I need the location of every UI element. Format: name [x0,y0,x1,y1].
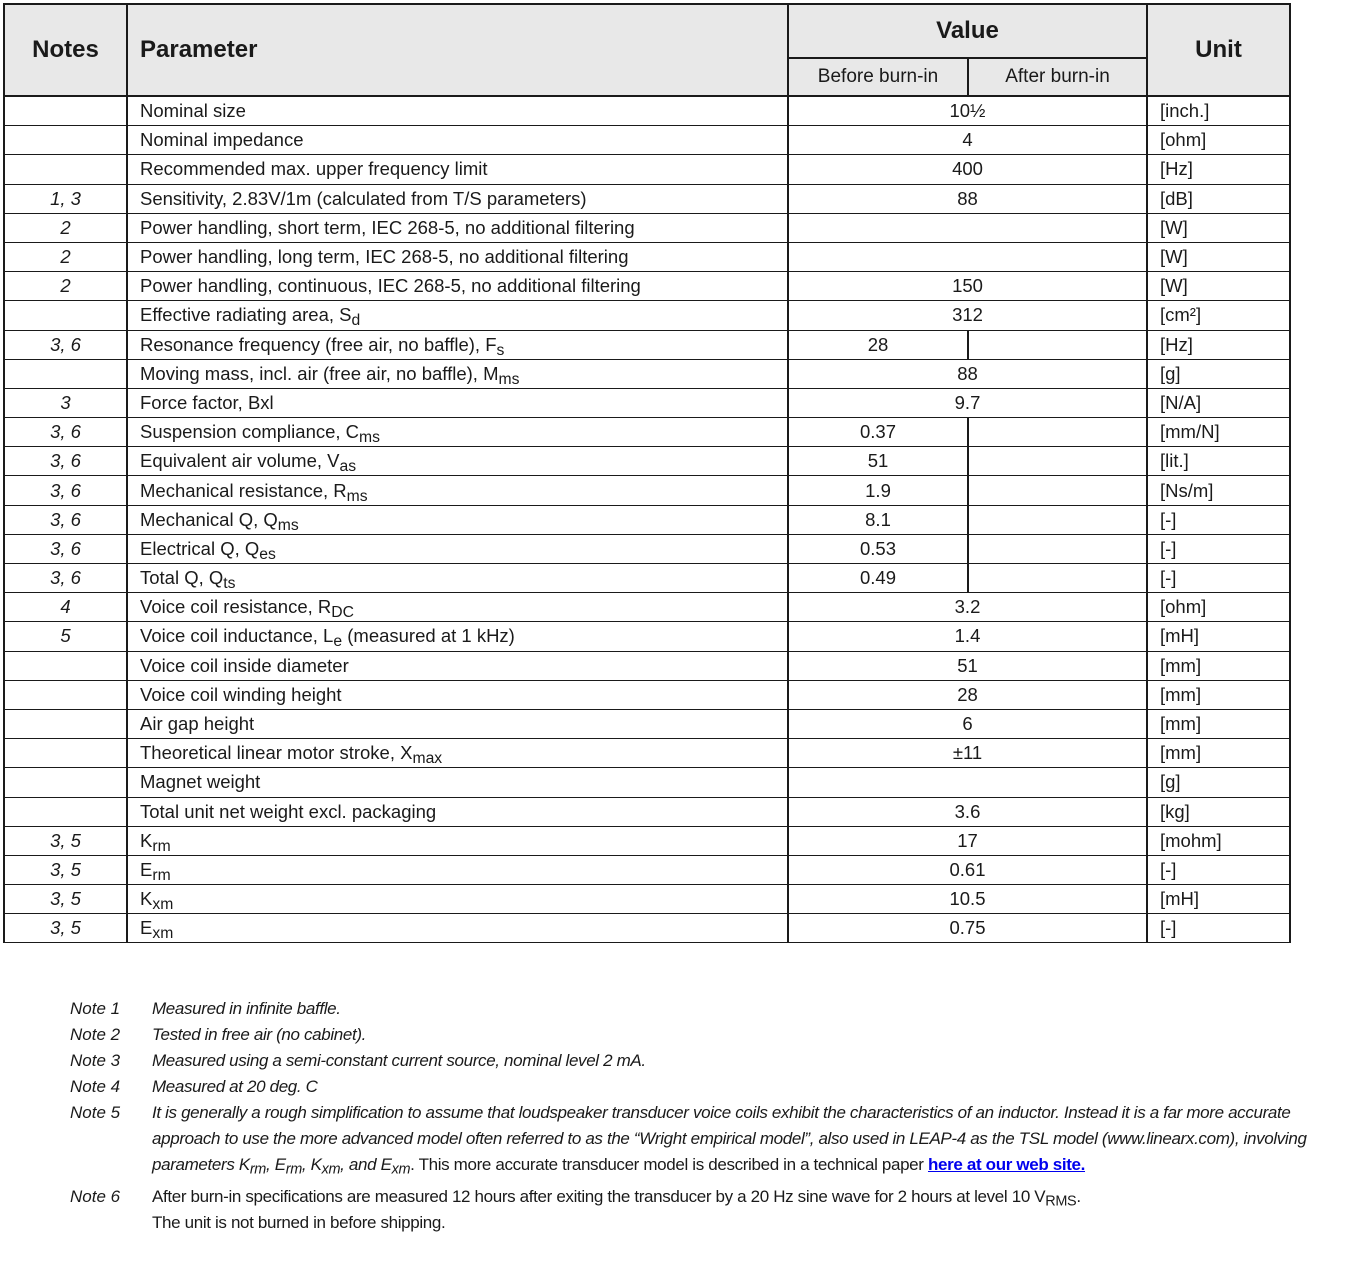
row-value: 1.4 [788,622,1147,651]
table-row [4,855,1290,884]
row-parameter [127,505,788,534]
row-value: 28 [788,680,1147,709]
table-row [4,476,1290,505]
footnote-subscript: xm [391,1161,411,1178]
footnote [70,1074,1360,1100]
row-unit: [mH] [1147,885,1290,914]
footnote-text [152,1022,1360,1048]
parameter-text: Suspension compliance, C [140,421,360,443]
table-row [4,330,1290,359]
row-notes: 3, 5 [4,855,127,884]
row-parameter [127,914,788,943]
table-row [4,739,1290,768]
row-notes: 3, 5 [4,885,127,914]
row-value: 0.75 [788,914,1147,943]
footnote-text [152,996,1360,1022]
parameter-text: Nominal impedance [140,129,304,151]
row-unit: [W] [1147,242,1290,271]
parameter-subscript: e [333,633,343,651]
footnote-subscript: RMS [1045,1193,1077,1210]
row-value: 3.6 [788,797,1147,826]
row-parameter [127,388,788,417]
row-value-before: 51 [788,447,968,476]
table-row [4,622,1290,651]
row-notes: 2 [4,213,127,242]
table-row [4,534,1290,563]
row-notes [4,768,127,797]
table-row [4,593,1290,622]
parameter-text: Force factor, Bxl [140,391,274,413]
row-value: 0.61 [788,855,1147,884]
row-notes: 5 [4,622,127,651]
parameter-subscript: max [412,750,443,768]
parameter-text: Mechanical resistance, R [140,479,347,501]
row-value: 400 [788,155,1147,184]
row-notes: 3, 5 [4,914,127,943]
row-parameter [127,855,788,884]
row-parameter [127,242,788,271]
table-row [4,242,1290,271]
row-parameter [127,476,788,505]
row-parameter [127,680,788,709]
row-notes [4,651,127,680]
parameter-subscript: as [339,458,357,476]
parameter-text: Total unit net weight excl. packaging [140,800,437,822]
row-unit: [-] [1147,855,1290,884]
row-value: 51 [788,651,1147,680]
parameter-text: (measured at 1 kHz) [342,625,515,647]
row-unit: [g] [1147,359,1290,388]
table-row [4,826,1290,855]
row-parameter [127,739,788,768]
row-parameter [127,447,788,476]
row-value: 88 [788,359,1147,388]
table-row [4,272,1290,301]
row-parameter [127,826,788,855]
row-notes [4,155,127,184]
footnotes [70,996,1360,1236]
parameter-subscript: xm [152,925,174,943]
row-value: 17 [788,826,1147,855]
parameter-text: K [140,888,153,910]
web-site-link[interactable]: here at our web site. [927,1155,1086,1174]
row-parameter [127,96,788,126]
footnote-text [152,1074,1360,1100]
row-value: ±11 [788,739,1147,768]
row-value-after [968,564,1147,593]
footnote-segment: Tested in free air (no cabinet). [152,1025,367,1044]
row-value-before: 0.37 [788,418,968,447]
footnote [70,1100,1360,1178]
row-notes: 3, 6 [4,476,127,505]
row-parameter [127,622,788,651]
table-row [4,184,1290,213]
parameter-subscript: ms [346,487,368,505]
footnote-segment: After burn-in specifications are measured 12 hours after exiting the transducer by a 20 Hz sine wave for 2 hours at level 10 V [152,1187,1046,1206]
row-parameter [127,155,788,184]
parameter-text: Power handling, continuous, IEC 268-5, no additional filtering [140,275,641,297]
before-burn-in-header: Before burn-in [788,58,968,96]
table-row [4,359,1290,388]
row-notes: 3, 6 [4,418,127,447]
table-row [4,301,1290,330]
parameter-subscript: ts [223,575,236,593]
footnote-segment: , and E [340,1155,392,1174]
footnote-segment: . This more accurate transducer model is described in a technical paper [410,1155,928,1174]
row-unit: [lit.] [1147,447,1290,476]
row-parameter [127,534,788,563]
parameter-text: Voice coil resistance, R [140,596,332,618]
parameter-subscript: rm [152,837,171,855]
row-value-after [968,447,1147,476]
row-parameter [127,564,788,593]
parameter-header: Parameter [127,4,788,96]
parameter-text: Magnet weight [140,771,261,793]
table-row [4,564,1290,593]
parameter-text: Recommended max. upper frequency limit [140,158,488,180]
footnote-label: Note 2 [70,1025,121,1044]
parameter-text: Voice coil inside diameter [140,654,349,676]
row-value: 312 [788,301,1147,330]
row-parameter [127,213,788,242]
parameter-subscript: es [259,545,276,563]
row-value-after [968,418,1147,447]
parameter-subscript: s [496,341,505,359]
row-unit: [mm] [1147,739,1290,768]
row-value-before: 0.53 [788,534,968,563]
parameter-text: Resonance frequency (free air, no baffle), F [140,333,497,355]
row-value-before: 8.1 [788,505,968,534]
footnote [70,1022,1360,1048]
parameter-text: Nominal size [140,100,246,122]
table-row [4,914,1290,943]
row-notes: 3, 6 [4,505,127,534]
row-value: 10.5 [788,885,1147,914]
row-unit: [mm] [1147,680,1290,709]
table-row [4,155,1290,184]
after-burn-in-header: After burn-in [968,58,1147,96]
footnote-label: Note 6 [70,1187,121,1206]
unit-header: Unit [1147,4,1290,96]
row-unit: [W] [1147,272,1290,301]
row-unit: [ohm] [1147,593,1290,622]
footnote-text [152,1048,1360,1074]
row-notes: 4 [4,593,127,622]
footnote-segment: The unit is not burned in before shipping. [152,1213,446,1232]
row-value-after [968,476,1147,505]
parameter-subscript: xm [152,896,174,914]
row-unit: [N/A] [1147,388,1290,417]
parameter-text: Power handling, long term, IEC 268-5, no additional filtering [140,246,629,268]
row-parameter [127,184,788,213]
table-row [4,447,1290,476]
footnote-label: Note 3 [70,1051,121,1070]
row-parameter [127,797,788,826]
table-row [4,709,1290,738]
parameter-subscript: ms [359,429,381,447]
row-unit: [dB] [1147,184,1290,213]
table-row [4,388,1290,417]
footnote-segment: Measured at 20 deg. C [152,1077,318,1096]
row-value-before: 28 [788,330,968,359]
parameter-text: Mechanical Q, Q [140,508,278,530]
parameter-text: E [140,858,153,880]
row-parameter [127,593,788,622]
row-notes: 3, 6 [4,447,127,476]
row-value-before: 1.9 [788,476,968,505]
parameter-subscript: ms [277,516,299,534]
row-notes [4,680,127,709]
row-unit: [mm] [1147,651,1290,680]
table-row [4,505,1290,534]
footnote-segment: , K [301,1155,322,1174]
row-value-after [968,330,1147,359]
row-notes [4,797,127,826]
footnote-segment: , E [265,1155,286,1174]
row-unit: [-] [1147,564,1290,593]
parameter-text: Theoretical linear motor stroke, X [140,742,413,764]
footnote-subscript: rm [285,1161,302,1178]
row-parameter [127,709,788,738]
row-value: 6 [788,709,1147,738]
footnote-segment: . [1076,1187,1081,1206]
row-unit: [Hz] [1147,330,1290,359]
row-notes: 2 [4,242,127,271]
row-value [788,242,1147,271]
table-row [4,96,1290,126]
row-unit: [g] [1147,768,1290,797]
parameter-text: Total Q, Q [140,567,224,589]
row-notes [4,126,127,155]
table-row [4,680,1290,709]
parameter-text: Power handling, short term, IEC 268-5, no additional filtering [140,216,635,238]
row-parameter [127,885,788,914]
table-row [4,418,1290,447]
row-value [788,768,1147,797]
footnote [70,1184,1360,1236]
row-notes [4,359,127,388]
row-parameter [127,651,788,680]
parameter-text: Voice coil winding height [140,683,342,705]
row-notes: 3, 6 [4,564,127,593]
table-row [4,768,1290,797]
row-value-before: 0.49 [788,564,968,593]
table-row [4,213,1290,242]
row-value: 150 [788,272,1147,301]
row-value-after [968,505,1147,534]
row-notes: 3, 6 [4,534,127,563]
table-row [4,797,1290,826]
footnote-label: Note 1 [70,999,121,1018]
parameter-text: Voice coil inductance, L [140,625,334,647]
row-unit: [inch.] [1147,96,1290,126]
parameter-text: Effective radiating area, S [140,304,352,326]
specifications-table [3,3,1291,943]
footnote-label: Note 5 [70,1103,121,1122]
parameter-subscript: ms [498,370,520,388]
row-parameter [127,272,788,301]
parameter-text: K [140,829,153,851]
row-unit: [-] [1147,505,1290,534]
row-notes [4,739,127,768]
footnote-subscript: rm [249,1161,266,1178]
row-value: 9.7 [788,388,1147,417]
row-unit: [cm²] [1147,301,1290,330]
parameter-text: E [140,917,153,939]
row-notes [4,301,127,330]
row-notes: 3, 5 [4,826,127,855]
row-parameter [127,768,788,797]
parameter-subscript: rm [152,866,171,884]
row-unit: [kg] [1147,797,1290,826]
row-notes: 3, 6 [4,330,127,359]
parameter-text: Sensitivity, 2.83V/1m (calculated from T/S parameters) [140,187,587,209]
row-value: 4 [788,126,1147,155]
row-notes: 1, 3 [4,184,127,213]
row-value-after [968,534,1147,563]
row-notes: 3 [4,388,127,417]
row-unit: [mohm] [1147,826,1290,855]
parameter-subscript: DC [331,604,354,622]
parameter-subscript: d [351,312,361,330]
footnote-segment: Measured in infinite baffle. [152,999,341,1018]
footnote-segment: Measured using a semi-constant current source, nominal level 2 mA. [152,1051,646,1070]
row-parameter [127,359,788,388]
row-value: 10½ [788,96,1147,126]
row-unit: [-] [1147,914,1290,943]
table-row [4,885,1290,914]
row-parameter [127,330,788,359]
row-parameter [127,126,788,155]
parameter-text: Equivalent air volume, V [140,450,340,472]
row-notes: 2 [4,272,127,301]
parameter-text: Electrical Q, Q [140,537,260,559]
footnote-subscript: xm [321,1161,341,1178]
row-value: 88 [788,184,1147,213]
footnote [70,1048,1360,1074]
row-notes [4,96,127,126]
value-header: Value [788,4,1147,58]
row-unit: [Ns/m] [1147,476,1290,505]
row-unit: [W] [1147,213,1290,242]
row-unit: [Hz] [1147,155,1290,184]
row-unit: [mH] [1147,622,1290,651]
row-value: 3.2 [788,593,1147,622]
row-notes [4,709,127,738]
row-unit: [ohm] [1147,126,1290,155]
parameter-text: Air gap height [140,713,255,735]
parameter-text: Moving mass, incl. air (free air, no baffle), M [140,362,499,384]
footnote-text [152,1100,1360,1178]
table-row [4,651,1290,680]
notes-header: Notes [4,4,127,96]
table-row [4,126,1290,155]
footnote-text [152,1184,1360,1236]
row-value [788,213,1147,242]
row-unit: [mm/N] [1147,418,1290,447]
footnote [70,996,1360,1022]
row-parameter [127,301,788,330]
footnote-label: Note 4 [70,1077,121,1096]
row-unit: [-] [1147,534,1290,563]
row-unit: [mm] [1147,709,1290,738]
footnote-segment: It is generally a rough simplification to assume that loudspeaker transducer voice coils exhibit the characteristics of an inductor. Instead it is a far more accurate approach to use the more advanced model often referred to as the “Wright empirical model”, also used in LEAP-4 as the TSL model (www.linearx.com), involving parameters K [152,1103,1307,1174]
row-parameter [127,418,788,447]
